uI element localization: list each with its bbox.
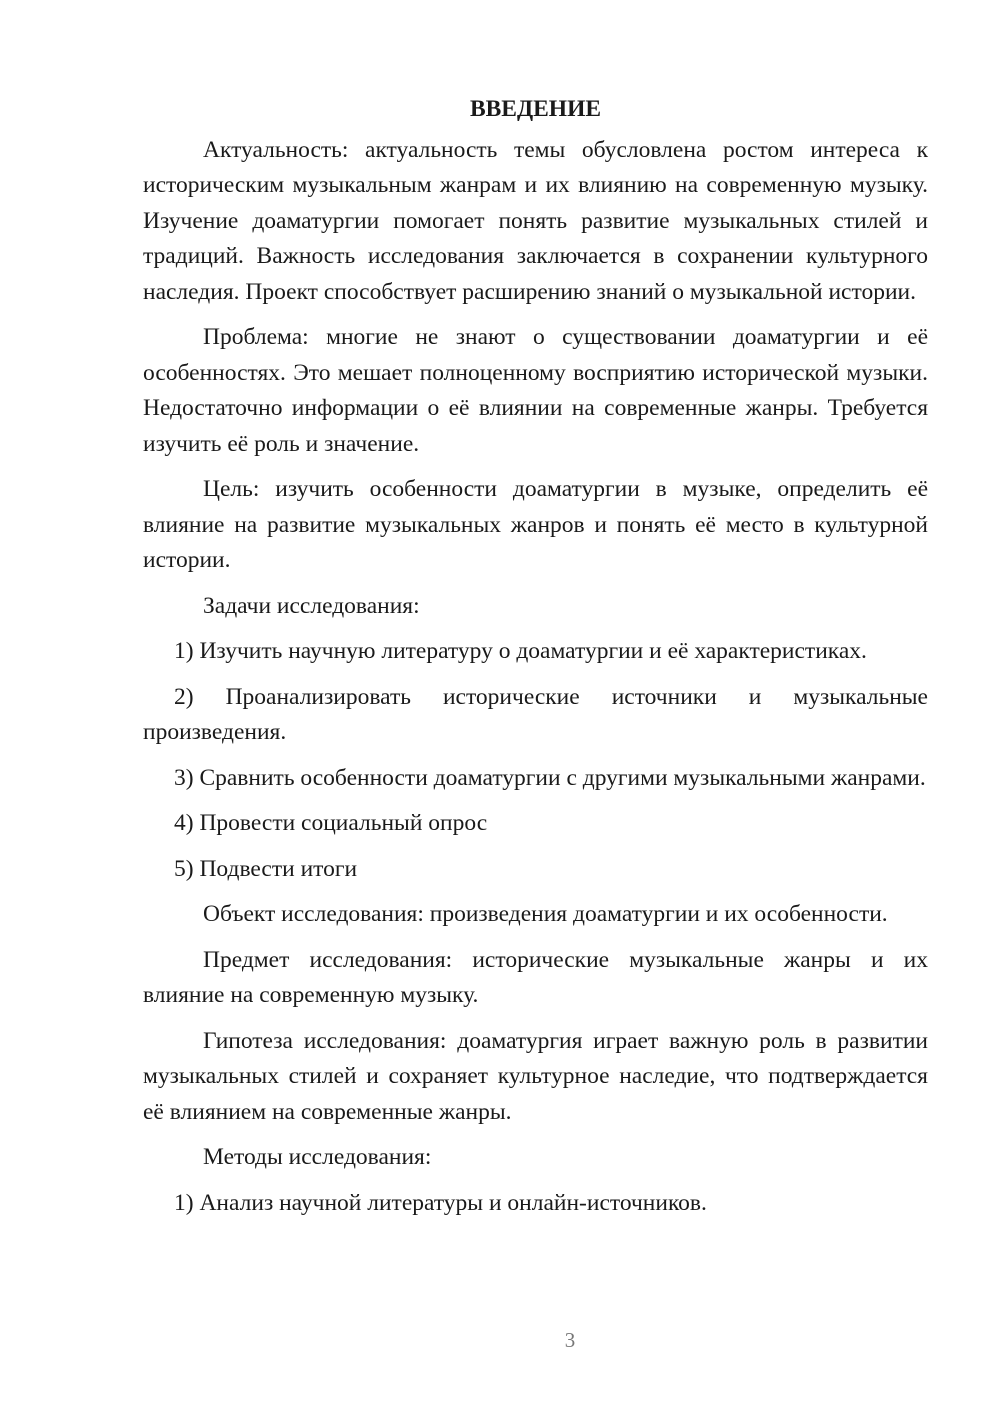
page-number: 3: [564, 1328, 576, 1352]
task-item-2: 2) Проанализировать исторические источники и музыкальные произведения.: [143, 683, 928, 745]
subject-paragraph: Предмет исследования: исторические музыкальные жанры и их влияние на современную музыку.: [143, 946, 928, 1008]
page-content: [143, 92, 928, 1231]
relevance-paragraph: Актуальность: актуальность темы обусловлена ростом интереса к историческим музыкальным жанрам и их влиянию на современную музыку. Изучение доаматургии помогает понять развитие музыкальных стилей и традиций. Важность исследования заключается в сохранении культурного наследия. Проект способствует расширению знаний о музыкальной истории.: [143, 136, 928, 305]
task-item-4: 4) Провести социальный опрос: [174, 810, 488, 836]
goal-paragraph: Цель: изучить особенности доаматургии в музыке, определить её влияние на развитие музыкальных жанров и понять её место в культурной истории.: [143, 476, 928, 573]
task-item-1: 1) Изучить научную литературу о доаматургии и её характеристиках.: [174, 638, 867, 664]
method-item-1: 1) Анализ научной литературы и онлайн-источников.: [174, 1189, 707, 1216]
task-item-3: 3) Сравнить особенности доаматургии с другими музыкальными жанрами.: [174, 764, 926, 791]
object-paragraph: Объект исследования: произведения доаматургии и их особенности.: [203, 901, 888, 927]
task-item-5: 5) Подвести итоги: [174, 855, 358, 882]
tasks-heading: Задачи исследования:: [203, 592, 420, 619]
methods-heading: Методы исследования:: [203, 1144, 432, 1170]
problem-paragraph: Проблема: многие не знают о существовании доаматургии и её особенностях. Это мешает полноценному восприятию исторической музыки. Недостаточно информации о её влиянии на современные жанры. Требуется изучить её роль и значение.: [143, 324, 928, 457]
hypothesis-paragraph: Гипотеза исследования: доаматургия играет важную роль в развитии музыкальных стилей и сохраняет культурное наследие, что подтверждается её влиянием на современные жанры.: [143, 1027, 928, 1125]
section-title: ВВЕДЕНИЕ: [469, 96, 602, 122]
